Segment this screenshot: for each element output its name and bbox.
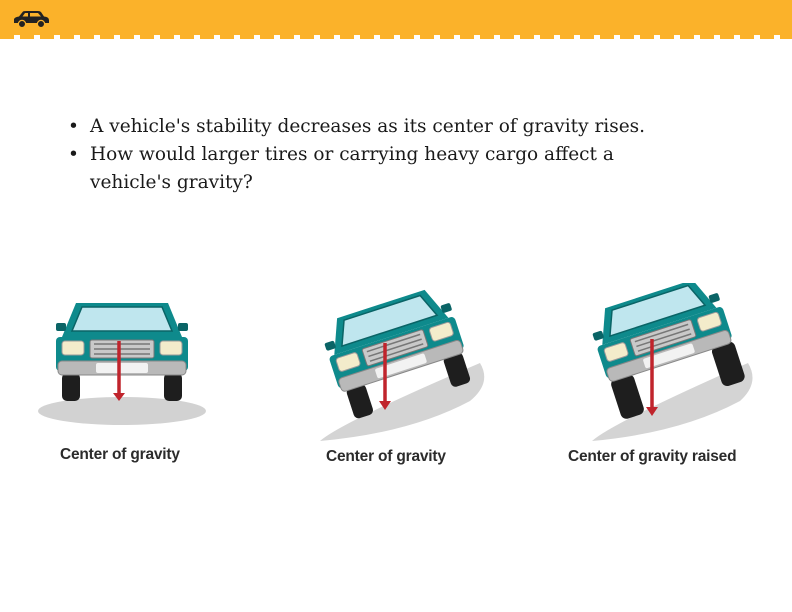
header-bar: [0, 0, 792, 38]
bullet-text: How would larger tires or carrying heavy cargo affect a vehicle's gravity?: [90, 144, 614, 193]
bullet-dot: •: [68, 144, 79, 165]
bullet-text: A vehicle's stability decreases as its center of gravity rises.: [90, 116, 646, 137]
header-bar-edge: [0, 35, 792, 39]
ground-shadow: [38, 397, 206, 425]
figure-caption-2: Center of gravity: [326, 448, 446, 465]
figure-caption-1: Center of gravity: [60, 446, 180, 463]
car-icon: [11, 9, 51, 29]
truck-level-illustration: [56, 303, 188, 401]
figure-caption-3: Center of gravity raised: [568, 448, 737, 465]
bullet-dot: •: [68, 116, 79, 137]
truck-level-figure: [36, 295, 208, 435]
bullet-list: [62, 113, 682, 197]
truck-raised-figure: [568, 283, 768, 448]
truck-tilted-figure: [300, 283, 500, 448]
bullet-item: [62, 113, 682, 141]
bullet-item: [62, 141, 682, 197]
